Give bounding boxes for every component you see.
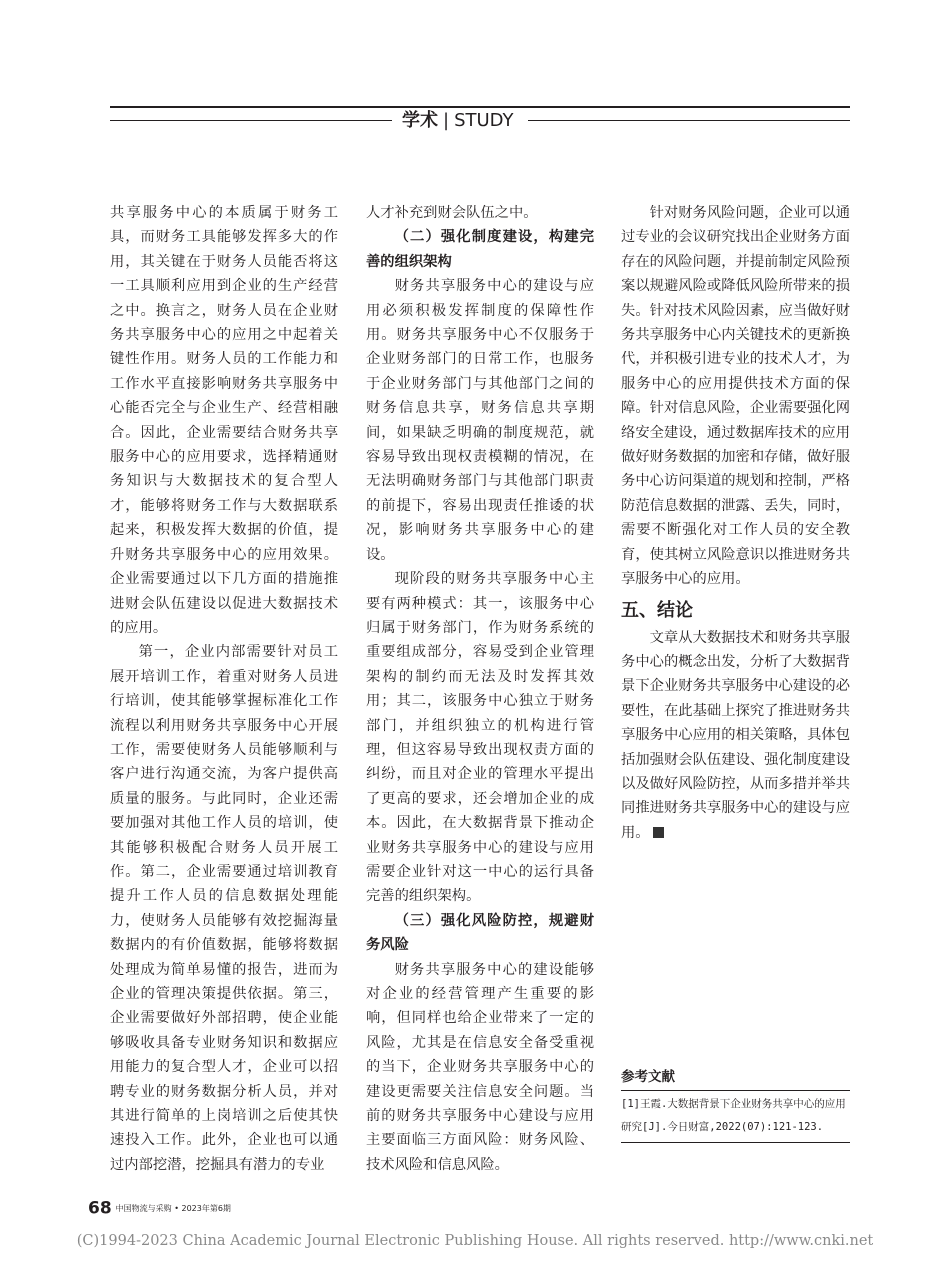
- paragraph: 第一，企业内部需要针对员工展开培训工作，着重对财务人员进行培训，使其能够掌握标准化工作流程以利用财务共享服务中心开展工作，需要使财务人员能够顺利与客户进行沟通交流，为客户提供高质量的服务。与此同时，企业还需要加强对其他工作人员的培训，使其能够积极配合财务人员开展工作。第二，企业需要通过培训教育提升工作人员的信息数据处理能力，使财务人员能够有效挖掘海量数据内的有价值数据，能够将数据处理成为简单易懂的报告，进而为企业的管理决策提供依据。第三，企业需要做好外部招聘，使企业能够吸收具备专业财务知识和数据应用能力的复合型人才，企业可以招聘专业的财务数据分析人员，并对其进行简单的上岗培训之后使其快速投入工作。此外，企业也可以通过内部挖潜，挖掘具有潜力的专业: [110, 644, 338, 1173]
- paragraph-conclusion: [621, 626, 850, 846]
- header-rule-left: [110, 120, 392, 121]
- paragraph: 共享服务中心的本质属于财务工具，而财务工具能够发挥多大的作用，其关键在于财务人员能否将这一工具顺利应用到企业的生产经营之中。换言之，财务人员在企业财务共享服务中心的应用之中起着关键性作用。财务人员的工作能力和工作水平直接影响财务共享服务中心能否完全与企业生产、经营相融合。因此，企业需要结合财务共享服务中心的应用要求，选择精通财务知识与大数据技术的复合型人才，能够将财务工作与大数据联系起来，积极发挥大数据的价值，提升财务共享服务中心的应用效果。企业需要通过以下几方面的措施推进财会队伍建设以促进大数据技术的应用。: [110, 205, 338, 636]
- column-middle: [366, 201, 594, 1177]
- paragraph: 人才补充到财会队伍之中。: [366, 205, 538, 221]
- page-number: 68: [88, 1198, 112, 1219]
- paragraph: 财务共享服务中心的建设与应用必须积极发挥制度的保障性作用。财务共享服务中心不仅服务于企业财务部门的日常工作，也服务于企业财务部门与其他部门之间的财务信息共享，财务信息共享期间，如果缺乏明确的制度规范，就容易导致出现权责模糊的情况，在无法明确财务部门与其他部门职责的前提下，容易出现责任推诿的状况，影响财务共享服务中心的建设。: [366, 278, 594, 563]
- paragraph: 现阶段的财务共享服务中心主要有两种模式：其一，该服务中心归属于财务部门，作为财务系统的重要组成部分，容易受到企业管理架构的制约而无法及时发挥其效用；其二，该服务中心独立于财务部门，并组织独立的机构进行管理，但这容易导致出现权责方面的纠纷，而且对企业的管理水平提出了更高的要求，还会增加企业的成本。因此，在大数据背景下推动企业财务共享服务中心的建设与应用需要企业针对这一中心的运行具备完善的组织架构。: [366, 571, 594, 905]
- section-separator: |: [443, 110, 450, 131]
- paragraph: 财务共享服务中心的建设能够对企业的经营管理产生重要的影响，但同样也给企业带来了一定的风险，尤其是在信息安全备受重视的当下，企业财务共享服务中心的建设更需要关注信息安全问题。当前的财务共享服务中心建设与应用主要面临三方面风险：财务风险、技术风险和信息风险。: [366, 961, 594, 1173]
- end-mark-icon: [653, 827, 664, 838]
- header-rule-right: [528, 120, 850, 121]
- section-header: [402, 108, 514, 134]
- journal-name: 中国物流与采购 • 2023年第6期: [115, 1204, 231, 1213]
- references-title: 参考文献: [621, 1069, 675, 1085]
- conclusion-text: 文章从大数据技术和财务共享服务中心的概念出发，分析了大数据背景下企业财务共享服务中心建设的必要性，在此基础上探究了推进财务共享服务中心应用的相关策略，具体包括加强财会队伍建设、强化制度建设以及做好风险防控，从而多措并举共同推进财务共享服务中心的建设与应用。: [621, 629, 850, 841]
- section-title-en: STUDY: [454, 110, 514, 131]
- column-left: [110, 201, 338, 1177]
- subsection-heading: （三）强化风险防控，规避财务风险: [366, 912, 594, 954]
- references: [621, 1066, 850, 1143]
- section-title-cn: 学术: [402, 110, 438, 131]
- page-footer: [88, 1198, 231, 1219]
- section-heading-conclusion: 五、结论: [621, 599, 693, 621]
- copyright-notice: (C)1994-2023 China Academic Journal Electronic Publishing House. All rights reserved. http://www.cnki.net: [76, 1233, 874, 1249]
- references-rule-bottom: [621, 1142, 850, 1143]
- subsection-heading: （二）强化制度建设，构建完善的组织架构: [366, 229, 594, 270]
- paragraph: 针对财务风险问题，企业可以通过专业的会议研究找出企业财务方面存在的风险问题，并提前制定风险预案以规避风险或降低风险所带来的损失。针对技术风险因素，应当做好财务共享服务中心内关键技术的更新换代，并积极引进专业的技术人才，为服务中心的应用提供技术方面的保障。针对信息风险，企业需要强化网络安全建设，通过数据库技术的应用做好财务数据的加密和存储，做好服务中心访问渠道的规划和控制，严格防范信息数据的泄露、丢失，同时，需要不断强化对工作人员的安全教育，使其树立风险意识以推进财务共享服务中心的应用。: [621, 205, 850, 588]
- column-right: [621, 201, 850, 845]
- reference-item: [1]王霞.大数据背景下企业财务共享中心的应用研究[J].今日财富,2022(07):121-123.: [621, 1098, 846, 1133]
